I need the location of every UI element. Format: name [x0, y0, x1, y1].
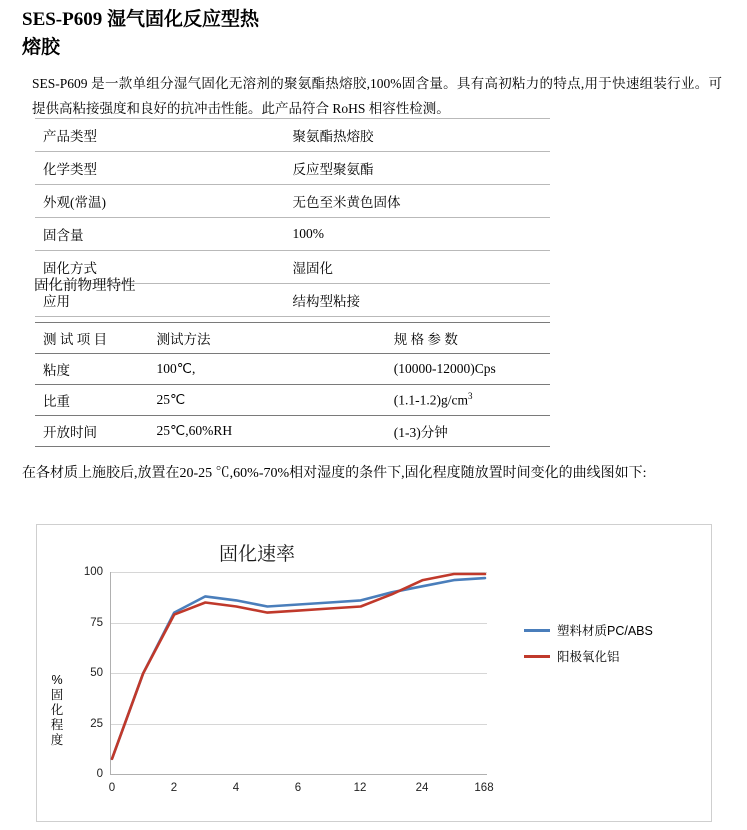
y-tick-label: 0 [96, 768, 103, 780]
property-value: 反应型聚氨酯 [224, 152, 550, 185]
property-value: 湿固化 [224, 251, 550, 284]
test-method: 25℃,60%RH [149, 416, 386, 447]
test-spec: (10000-12000)Cps [386, 354, 550, 385]
test-spec: (1-3)分钟 [386, 416, 550, 447]
y-tick-label: 75 [90, 616, 103, 629]
legend-label: 阳极氧化铝 [557, 650, 620, 664]
chart-legend [524, 621, 653, 673]
curing-rate-chart [36, 524, 712, 822]
y-tick-label: 50 [90, 667, 103, 679]
chart-series-lines [110, 572, 487, 775]
legend-item [524, 647, 653, 665]
legend-item [524, 621, 653, 639]
test-spec-superscript: 3 [468, 391, 473, 402]
property-name: 产品类型 [35, 119, 224, 152]
table-row [35, 354, 550, 385]
chart-title: 固化速率 [218, 544, 295, 565]
test-item: 粘度 [35, 354, 149, 385]
legend-label: 塑料材质PC/ABS [557, 624, 653, 638]
property-value: 结构型粘接 [224, 284, 550, 317]
table-row [35, 185, 550, 218]
test-item: 比重 [35, 385, 149, 416]
test-spec-text: (1.1-1.2)g/cm [393, 392, 469, 408]
curing-description-paragraph: 在各材质上施胶后,放置在20-25 ℃,60%-70%相对湿度的条件下,固化程度随放置时间变化的曲线图如下: [22, 466, 647, 481]
legend-color-swatch [524, 629, 550, 632]
table-row [35, 152, 550, 185]
property-value: 聚氨酯热熔胶 [224, 119, 550, 152]
column-header-item: 测 试 项 目 [35, 323, 149, 354]
intro-paragraph: SES-P609 是一款单组分湿气固化无溶剂的聚氨酯热熔胶,100%固含量。具有高初粘力的特点,用于快速组装行业。可提供高粘接强度和良好的抗冲击性能。此产品符合 RoHS 相容性检测。 [32, 76, 722, 116]
chart-y-axis-label: % 固化程度 [50, 673, 64, 747]
y-tick-label: 25 [90, 717, 103, 730]
x-tick-label: 4 [232, 782, 240, 794]
table-row [35, 119, 550, 152]
test-method: 25℃ [149, 385, 386, 416]
x-tick-label: 12 [353, 782, 367, 794]
property-name: 外观(常温) [35, 185, 224, 218]
property-value: 无色至米黄色固体 [224, 185, 550, 218]
title-line-1: SES-P609 湿气固化反应型热 [22, 9, 259, 30]
x-tick-label: 0 [108, 782, 116, 794]
property-name: 应用 [35, 284, 224, 317]
test-item: 开放时间 [35, 416, 149, 447]
x-tick-label: 2 [170, 782, 178, 794]
page-title [22, 6, 452, 62]
legend-color-swatch [524, 655, 550, 658]
series-line-anodized-aluminum [112, 574, 485, 759]
property-name: 化学类型 [35, 152, 224, 185]
test-spec [386, 385, 550, 416]
property-name: 固含量 [35, 218, 224, 251]
series-line-plastic [112, 578, 485, 759]
table-row [35, 416, 550, 447]
table-row [35, 385, 550, 416]
table-header-row [35, 323, 550, 354]
test-method: 100℃, [149, 354, 386, 385]
title-line-2: 熔胶 [22, 37, 61, 58]
physical-properties-table [35, 322, 550, 447]
column-header-spec: 规 格 参 数 [386, 323, 550, 354]
x-tick-label: 6 [294, 782, 302, 794]
chart-plot-area [83, 566, 494, 794]
y-tick-label: 100 [83, 566, 103, 578]
property-value: 100% [224, 218, 550, 251]
x-tick-label: 168 [474, 782, 494, 794]
x-tick-label: 24 [415, 782, 429, 794]
section-heading: 固化前物理特性 [34, 278, 136, 294]
property-name: 固化方式 [35, 251, 224, 284]
column-header-method: 测试方法 [149, 323, 386, 354]
table-row [35, 218, 550, 251]
